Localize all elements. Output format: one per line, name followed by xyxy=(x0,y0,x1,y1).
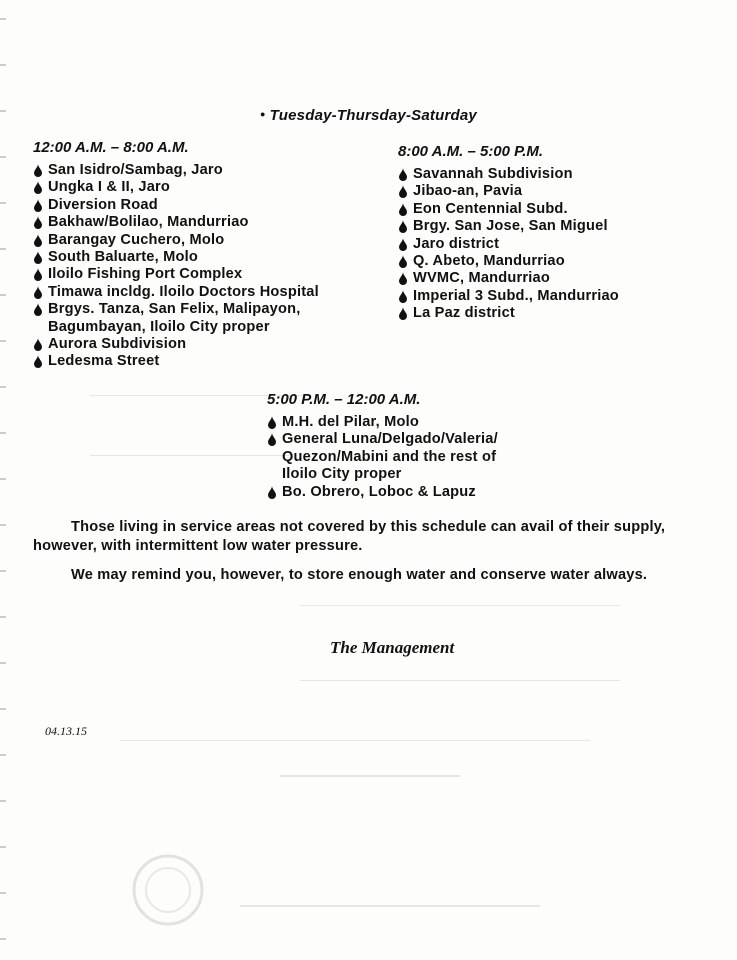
bleed-through-seal xyxy=(128,850,208,930)
water-drop-icon xyxy=(398,272,408,285)
water-drop-icon xyxy=(398,290,408,303)
list-item: WVMC, Mandurriao xyxy=(398,270,728,287)
water-drop-icon xyxy=(33,234,43,247)
bleed-through-line xyxy=(240,905,540,907)
area-list xyxy=(33,162,403,371)
water-drop-icon xyxy=(398,203,408,216)
water-drop-icon xyxy=(33,216,43,229)
water-drop-icon xyxy=(33,251,43,264)
bleed-through-line xyxy=(90,455,290,456)
water-drop-icon xyxy=(398,185,408,198)
list-item: Aurora Subdivision xyxy=(33,336,403,353)
water-drop-icon xyxy=(398,255,408,268)
list-item: Iloilo Fishing Port Complex xyxy=(33,266,403,283)
water-drop-icon xyxy=(398,238,408,251)
schedule-left-column xyxy=(33,139,403,371)
water-drop-icon xyxy=(33,286,43,299)
time-slot-heading: 8:00 A.M. – 5:00 P.M. xyxy=(398,143,544,160)
reminder-paragraph: We may remind you, however, to store enough water and conserve water always. xyxy=(71,567,648,583)
schedule-evening-column xyxy=(267,391,597,501)
list-item-continuation: Iloilo City proper xyxy=(282,466,402,483)
bleed-through-line xyxy=(300,680,620,681)
signature: The Management xyxy=(330,638,455,657)
time-slot-heading: 5:00 P.M. – 12:00 A.M. xyxy=(267,391,421,408)
title-text: Tuesday-Thursday-Saturday xyxy=(269,107,477,124)
bleed-through-line xyxy=(280,775,460,777)
list-item: San Isidro/Sambag, Jaro xyxy=(33,162,403,179)
water-drop-icon xyxy=(33,303,43,316)
area-list xyxy=(398,166,728,323)
list-item: Q. Abeto, Mandurriao xyxy=(398,253,728,270)
area-list xyxy=(267,414,597,501)
list-item: Timawa incldg. Iloilo Doctors Hospital xyxy=(33,284,403,301)
list-item: Brgy. San Jose, San Miguel xyxy=(398,218,728,235)
list-item: M.H. del Pilar, Molo xyxy=(267,414,597,431)
list-item: Diversion Road xyxy=(33,197,403,214)
water-drop-icon xyxy=(33,199,43,212)
water-drop-icon xyxy=(33,181,43,194)
list-item: General Luna/Delgado/Valeria/ Quezon/Mabini and the rest of Iloilo City proper xyxy=(267,431,597,483)
list-item: Imperial 3 Subd., Mandurriao xyxy=(398,288,728,305)
schedule-title xyxy=(0,107,737,124)
water-drop-icon xyxy=(398,307,408,320)
list-item: Eon Centennial Subd. xyxy=(398,201,728,218)
water-drop-icon xyxy=(33,355,43,368)
list-item: Jibao-an, Pavia xyxy=(398,183,728,200)
water-drop-icon xyxy=(33,268,43,281)
list-item-continuation: Quezon/Mabini and the rest of xyxy=(282,448,497,465)
list-item: Bakhaw/Bolilao, Mandurriao xyxy=(33,214,403,231)
document-date: 04.13.15 xyxy=(45,724,87,738)
list-item: Barangay Cuchero, Molo xyxy=(33,232,403,249)
list-item: Savannah Subdivision xyxy=(398,166,728,183)
time-slot-heading: 12:00 A.M. – 8:00 A.M. xyxy=(33,139,189,156)
schedule-right-column xyxy=(398,143,728,323)
bullet-dot-icon: ● xyxy=(260,109,266,119)
list-item: Jaro district xyxy=(398,236,728,253)
list-item: Ungka I & II, Jaro xyxy=(33,179,403,196)
water-drop-icon xyxy=(33,338,43,351)
water-drop-icon xyxy=(33,164,43,177)
water-drop-icon xyxy=(398,168,408,181)
list-item: South Baluarte, Molo xyxy=(33,249,403,266)
water-drop-icon xyxy=(398,220,408,233)
bleed-through-line xyxy=(120,740,590,741)
list-item: Brgys. Tanza, San Felix, Malipayon, Bagumbayan, Iloilo City proper xyxy=(33,301,403,336)
list-item: La Paz district xyxy=(398,305,728,322)
notice-paragraph: Those living in service areas not covered by this schedule can avail of their supply, however, with intermittent low water pressure. xyxy=(33,519,666,554)
list-item: Ledesma Street xyxy=(33,353,403,370)
scan-edge-artifact xyxy=(0,0,6,960)
water-drop-icon xyxy=(267,433,277,446)
water-drop-icon xyxy=(267,486,277,499)
water-drop-icon xyxy=(267,416,277,429)
list-item-continuation: Bagumbayan, Iloilo City proper xyxy=(48,318,270,335)
bleed-through-line xyxy=(300,605,620,606)
list-item: Bo. Obrero, Loboc & Lapuz xyxy=(267,484,597,501)
